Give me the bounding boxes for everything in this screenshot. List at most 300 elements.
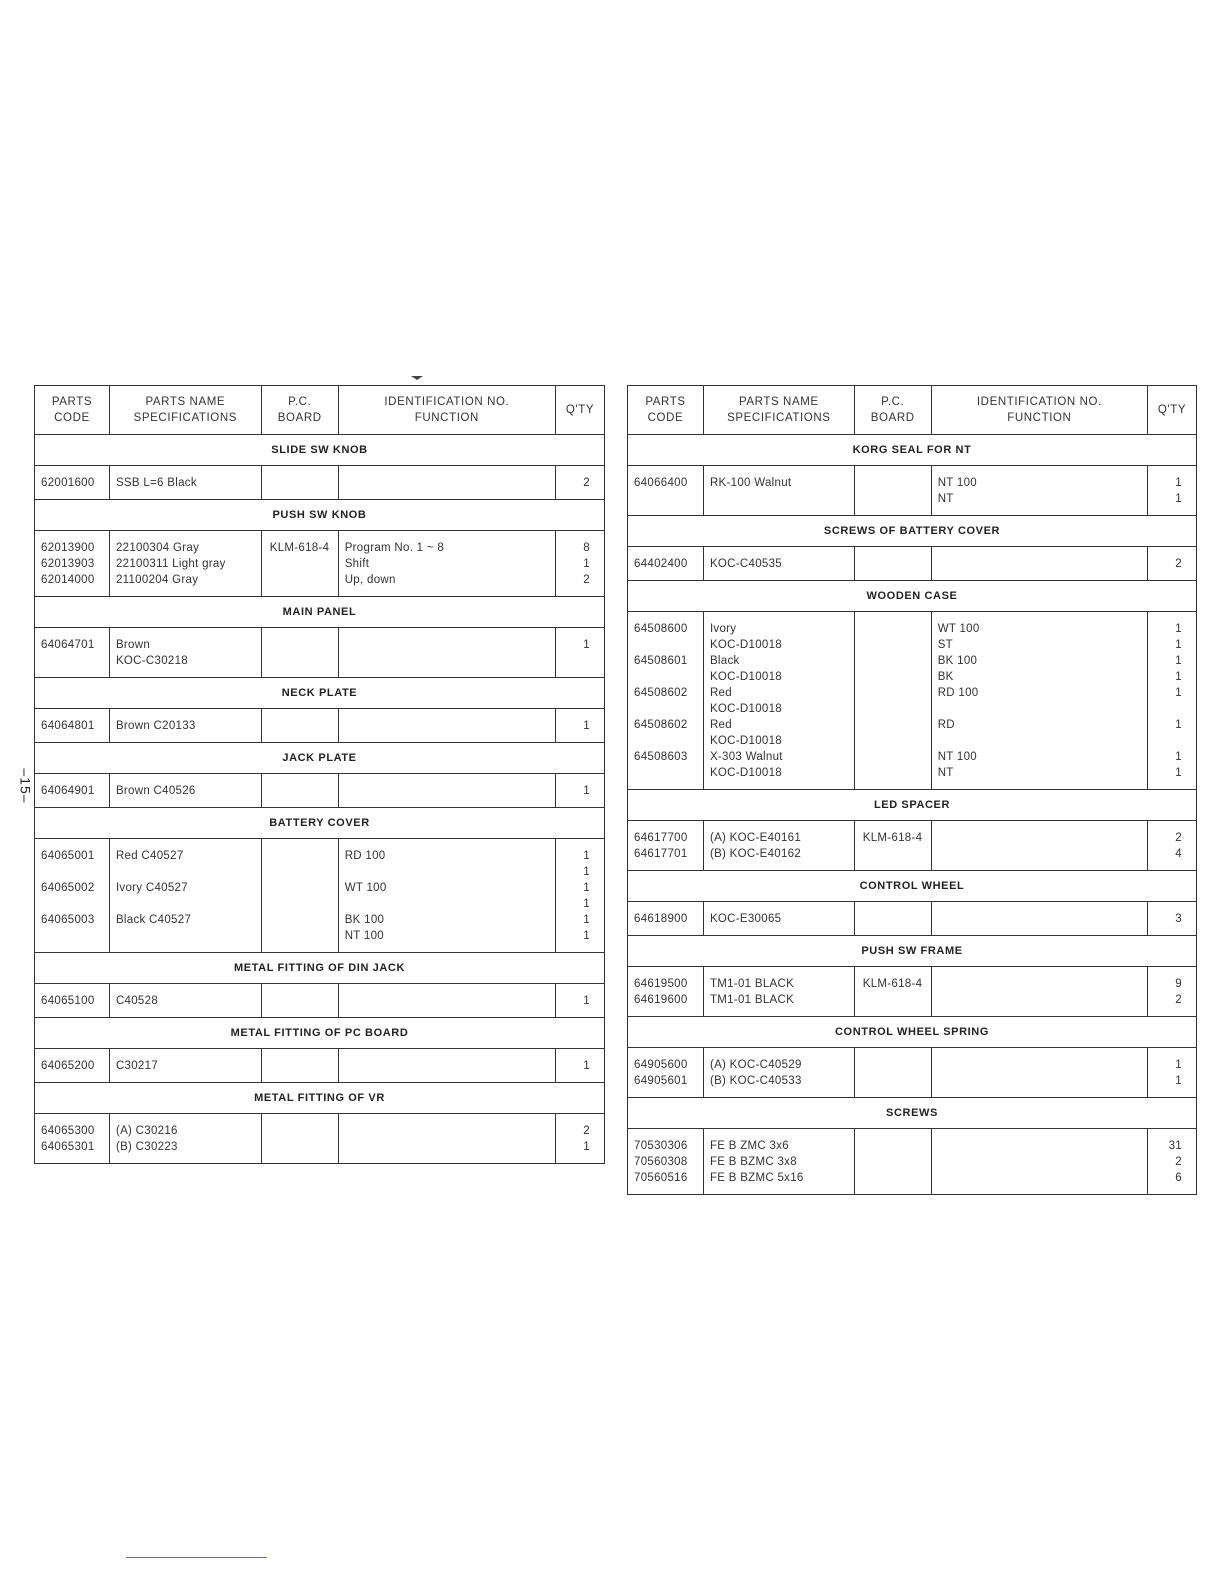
parts-code-cell bbox=[628, 1048, 704, 1098]
parts-code-cell bbox=[628, 902, 704, 936]
cell-line: 64508602 bbox=[634, 719, 688, 731]
pc-board-cell bbox=[854, 1048, 931, 1098]
parts-code-cell bbox=[628, 821, 704, 871]
table-row bbox=[35, 466, 605, 500]
pc-board-cell bbox=[854, 902, 931, 936]
identification-cell bbox=[338, 1114, 555, 1164]
cell-line bbox=[938, 701, 1141, 717]
cell-line: 62013900 bbox=[41, 542, 95, 554]
cell-line: WT 100 bbox=[937, 623, 980, 635]
cell-line: NT 100 bbox=[937, 751, 978, 763]
cell-line: (B) C30223 bbox=[115, 1141, 178, 1153]
cell-line: KLM-618-4 bbox=[269, 542, 330, 554]
cell-line: NT bbox=[937, 493, 954, 505]
cell-line: 1 bbox=[583, 995, 590, 1007]
cell-line: 64064901 bbox=[41, 785, 95, 797]
identification-cell bbox=[338, 628, 555, 678]
cell-line: (A) KOC-C40529 bbox=[709, 1059, 802, 1071]
table-row bbox=[628, 967, 1197, 1017]
right-table-body bbox=[628, 435, 1197, 1195]
header-text: CODE bbox=[647, 412, 684, 424]
cell-line: NT 100 bbox=[344, 930, 385, 942]
qty-cell bbox=[1148, 547, 1197, 581]
cell-line: 1 bbox=[583, 882, 590, 894]
qty-cell bbox=[556, 984, 605, 1018]
header-text: PARTS bbox=[51, 396, 93, 408]
header-row bbox=[628, 386, 1197, 435]
cell-line: KOC-C30218 bbox=[115, 655, 188, 667]
parts-table-right bbox=[627, 385, 1197, 1195]
cell-line: (A) C30216 bbox=[115, 1125, 178, 1137]
cell-line: KLM-618-4 bbox=[862, 832, 923, 844]
cell-line: (B) KOC-C40533 bbox=[709, 1075, 802, 1087]
cell-line: C40528 bbox=[115, 995, 159, 1007]
parts-name-cell bbox=[703, 1048, 854, 1098]
cell-line bbox=[634, 701, 697, 717]
parts-table-left bbox=[34, 385, 605, 1164]
qty-cell bbox=[556, 531, 605, 597]
cell-line: Up, down bbox=[344, 574, 396, 586]
qty-cell bbox=[1148, 821, 1197, 871]
cell-line bbox=[345, 896, 549, 912]
cell-line: 1 bbox=[1175, 493, 1182, 505]
parts-code-cell bbox=[35, 628, 110, 678]
cell-line: Brown C40526 bbox=[115, 785, 196, 797]
parts-code-cell bbox=[628, 547, 704, 581]
cell-line: 1 bbox=[1175, 671, 1182, 683]
cell-line: RK-100 Walnut bbox=[709, 477, 792, 489]
pc-board-cell bbox=[261, 1114, 338, 1164]
cell-line: 1 bbox=[583, 1141, 590, 1153]
cell-line: RD 100 bbox=[937, 687, 979, 699]
cell-line: WT 100 bbox=[344, 882, 387, 894]
parts-name-cell bbox=[109, 466, 261, 500]
header-parts-name bbox=[703, 386, 854, 435]
cell-line: 1 bbox=[583, 866, 590, 878]
cell-line: 64065003 bbox=[41, 914, 95, 926]
section-title: CONTROL WHEEL SPRING bbox=[628, 1017, 1197, 1048]
parts-code-cell bbox=[35, 1049, 110, 1083]
cell-line: BK bbox=[937, 671, 954, 683]
section-title: PUSH SW FRAME bbox=[628, 936, 1197, 967]
section-title: CONTROL WHEEL bbox=[628, 871, 1197, 902]
cell-line: 1 bbox=[1175, 639, 1182, 651]
cell-line: 64065002 bbox=[41, 882, 95, 894]
cell-line: Ivory C40527 bbox=[115, 882, 188, 894]
cell-line: 64064801 bbox=[41, 720, 95, 732]
section-header-row bbox=[35, 808, 605, 839]
parts-name-cell bbox=[703, 902, 854, 936]
cell-line: 64508603 bbox=[634, 751, 688, 763]
table-row bbox=[628, 1048, 1197, 1098]
header-text: BOARD bbox=[870, 412, 915, 424]
cell-line: KOC-D10018 bbox=[709, 671, 782, 683]
qty-cell bbox=[556, 709, 605, 743]
cell-line: 21100204 Gray bbox=[115, 574, 199, 586]
identification-cell bbox=[338, 1049, 555, 1083]
qty-cell bbox=[1148, 902, 1197, 936]
cell-line: 2 bbox=[583, 574, 590, 586]
parts-code-cell bbox=[628, 612, 704, 790]
cell-line: 2 bbox=[583, 1125, 590, 1137]
cell-line: Red bbox=[709, 687, 732, 699]
pc-board-cell bbox=[854, 821, 931, 871]
table-row bbox=[628, 902, 1197, 936]
cell-line: KOC-D10018 bbox=[709, 639, 782, 651]
table-row bbox=[35, 839, 605, 953]
cell-line: RD 100 bbox=[344, 850, 386, 862]
parts-code-cell bbox=[35, 466, 110, 500]
cell-line: 62013903 bbox=[41, 558, 95, 570]
qty-cell bbox=[1148, 612, 1197, 790]
parts-name-cell bbox=[703, 1129, 854, 1195]
section-title: SLIDE SW KNOB bbox=[35, 435, 605, 466]
cell-line: 1 bbox=[583, 898, 590, 910]
header-text: PARTS bbox=[645, 396, 686, 408]
cell-line: 64065200 bbox=[41, 1060, 95, 1072]
header-text: FUNCTION bbox=[1007, 412, 1072, 424]
identification-cell bbox=[931, 1129, 1147, 1195]
identification-cell bbox=[931, 612, 1147, 790]
qty-cell bbox=[556, 774, 605, 808]
cell-line bbox=[1154, 701, 1182, 717]
cell-line: 64617701 bbox=[634, 848, 688, 860]
cell-line: (B) KOC-E40162 bbox=[709, 848, 802, 860]
header-text: SPECIFICATIONS bbox=[133, 412, 238, 424]
section-title: KORG SEAL FOR NT bbox=[628, 435, 1197, 466]
pc-board-cell bbox=[261, 1049, 338, 1083]
parts-name-cell bbox=[109, 1049, 261, 1083]
identification-cell bbox=[338, 774, 555, 808]
cell-line: X-303 Walnut bbox=[709, 751, 783, 763]
table-row bbox=[35, 709, 605, 743]
parts-name-cell bbox=[109, 628, 261, 678]
cell-line bbox=[634, 669, 697, 685]
section-title: PUSH SW KNOB bbox=[35, 500, 605, 531]
cell-line: KOC-D10018 bbox=[709, 735, 782, 747]
cell-line: 64065301 bbox=[41, 1141, 95, 1153]
cell-line: Red C40527 bbox=[115, 850, 184, 862]
parts-code-cell bbox=[628, 466, 704, 516]
header-qty: Q'TY bbox=[556, 386, 605, 435]
section-title: METAL FITTING OF DIN JACK bbox=[35, 953, 605, 984]
cell-line: 1 bbox=[1175, 655, 1182, 667]
section-title: SCREWS bbox=[628, 1098, 1197, 1129]
cell-line: FE B BZMC 3x8 bbox=[709, 1156, 797, 1168]
cell-line: 1 bbox=[583, 930, 590, 942]
section-title: JACK PLATE bbox=[35, 743, 605, 774]
section-title: SCREWS OF BATTERY COVER bbox=[628, 516, 1197, 547]
section-header-row bbox=[35, 1018, 605, 1049]
cell-line: 64066400 bbox=[634, 477, 688, 489]
section-title: METAL FITTING OF PC BOARD bbox=[35, 1018, 605, 1049]
pc-board-cell bbox=[854, 612, 931, 790]
table-row bbox=[35, 1114, 605, 1164]
cell-line: ST bbox=[937, 639, 953, 651]
cell-line: 1 bbox=[1175, 719, 1182, 731]
cell-line bbox=[634, 637, 697, 653]
cell-line: 1 bbox=[583, 1060, 590, 1072]
qty-cell bbox=[1148, 1129, 1197, 1195]
cell-line: 62014000 bbox=[41, 574, 95, 586]
cell-line: KOC-D10018 bbox=[709, 703, 782, 715]
cell-line bbox=[634, 765, 697, 781]
table-row bbox=[628, 612, 1197, 790]
parts-name-cell bbox=[703, 547, 854, 581]
cell-line: BK 100 bbox=[937, 655, 978, 667]
cell-line: 1 bbox=[583, 785, 590, 797]
header-text: IDENTIFICATION NO. bbox=[384, 396, 510, 408]
cell-line: 64905600 bbox=[634, 1059, 688, 1071]
section-header-row bbox=[628, 516, 1197, 547]
cell-line: NT bbox=[937, 767, 954, 779]
parts-code-cell bbox=[35, 531, 110, 597]
section-title: NECK PLATE bbox=[35, 678, 605, 709]
section-header-row bbox=[35, 435, 605, 466]
cell-line: KLM-618-4 bbox=[862, 978, 923, 990]
cell-line: Brown bbox=[115, 639, 151, 651]
cell-line: 1 bbox=[1175, 477, 1182, 489]
table-row bbox=[35, 984, 605, 1018]
section-title: METAL FITTING OF VR bbox=[35, 1083, 605, 1114]
cell-line: 64619500 bbox=[634, 978, 688, 990]
cell-line: 9 bbox=[1175, 978, 1182, 990]
identification-cell bbox=[931, 547, 1147, 581]
cell-line: (A) KOC-E40161 bbox=[709, 832, 802, 844]
cell-line: 64619600 bbox=[634, 994, 688, 1006]
table-row bbox=[35, 1049, 605, 1083]
cell-line: 62001600 bbox=[41, 477, 95, 489]
header-identification bbox=[931, 386, 1147, 435]
cell-line: 2 bbox=[583, 477, 590, 489]
identification-cell bbox=[338, 531, 555, 597]
identification-cell bbox=[931, 902, 1147, 936]
cell-line: 3 bbox=[1175, 913, 1182, 925]
qty-cell bbox=[556, 1049, 605, 1083]
cell-line: 1 bbox=[583, 850, 590, 862]
cell-line: KOC-C40535 bbox=[709, 558, 782, 570]
cell-line: 70530306 bbox=[634, 1140, 688, 1152]
header-parts-name bbox=[109, 386, 261, 435]
cell-line bbox=[116, 896, 255, 912]
pc-board-cell bbox=[261, 531, 338, 597]
cell-line: BK 100 bbox=[344, 914, 385, 926]
pc-board-cell bbox=[261, 466, 338, 500]
qty-cell bbox=[1148, 466, 1197, 516]
cell-line: 64508602 bbox=[634, 687, 688, 699]
section-header-row bbox=[35, 1083, 605, 1114]
cell-line: 70560516 bbox=[634, 1172, 688, 1184]
pc-board-cell bbox=[261, 839, 338, 953]
qty-cell bbox=[556, 839, 605, 953]
identification-cell bbox=[931, 821, 1147, 871]
qty-cell bbox=[1148, 1048, 1197, 1098]
page-number: –15– bbox=[17, 768, 34, 804]
cell-line: 64402400 bbox=[634, 558, 688, 570]
parts-name-cell bbox=[109, 531, 261, 597]
parts-name-cell bbox=[703, 967, 854, 1017]
cell-line: Ivory bbox=[709, 623, 737, 635]
cell-line: 64508601 bbox=[634, 655, 688, 667]
section-header-row bbox=[628, 871, 1197, 902]
header-text: PARTS NAME bbox=[738, 396, 819, 408]
cell-line: TM1-01 BLACK bbox=[709, 994, 795, 1006]
table-row bbox=[628, 1129, 1197, 1195]
section-header-row bbox=[628, 1098, 1197, 1129]
cell-line: 64618900 bbox=[634, 913, 688, 925]
cell-line: 2 bbox=[1175, 558, 1182, 570]
parts-code-cell bbox=[35, 839, 110, 953]
header-parts-code bbox=[35, 386, 110, 435]
top-mark bbox=[411, 376, 423, 380]
cell-line: 64905601 bbox=[634, 1075, 688, 1087]
section-header-row bbox=[628, 581, 1197, 612]
pc-board-cell bbox=[854, 1129, 931, 1195]
header-text: FUNCTION bbox=[414, 412, 479, 424]
identification-cell bbox=[931, 466, 1147, 516]
cell-line: FE B ZMC 3x6 bbox=[709, 1140, 789, 1152]
header-pc-board bbox=[261, 386, 338, 435]
cell-line bbox=[116, 864, 255, 880]
cell-line: 1 bbox=[583, 558, 590, 570]
header-parts-code bbox=[628, 386, 704, 435]
cell-line: 2 bbox=[1175, 1156, 1182, 1168]
cell-line: 2 bbox=[1175, 832, 1182, 844]
table-row bbox=[35, 628, 605, 678]
cell-line: 31 bbox=[1168, 1140, 1182, 1152]
parts-code-cell bbox=[35, 1114, 110, 1164]
cell-line: 22100304 Gray bbox=[115, 542, 200, 554]
section-header-row bbox=[628, 1017, 1197, 1048]
section-header-row bbox=[35, 743, 605, 774]
cell-line: 70560308 bbox=[634, 1156, 688, 1168]
section-header-row bbox=[35, 678, 605, 709]
parts-code-cell bbox=[35, 709, 110, 743]
identification-cell bbox=[931, 967, 1147, 1017]
qty-cell bbox=[556, 466, 605, 500]
cell-line: KOC-D10018 bbox=[709, 767, 782, 779]
cell-line: 64508600 bbox=[634, 623, 688, 635]
table-row bbox=[628, 547, 1197, 581]
cell-line: Black bbox=[709, 655, 740, 667]
cell-line bbox=[345, 864, 549, 880]
header-row bbox=[35, 386, 605, 435]
pc-board-cell bbox=[261, 774, 338, 808]
cell-line: NT 100 bbox=[937, 477, 978, 489]
identification-cell bbox=[338, 466, 555, 500]
cell-line: KOC-E30065 bbox=[709, 913, 782, 925]
cell-line: Shift bbox=[344, 558, 370, 570]
cell-line: 64065001 bbox=[41, 850, 95, 862]
cell-line: 22100311 Light gray bbox=[115, 558, 226, 570]
cell-line: 6 bbox=[1175, 1172, 1182, 1184]
section-header-row bbox=[628, 790, 1197, 821]
cell-line: FE B BZMC 5x16 bbox=[709, 1172, 804, 1184]
cell-line bbox=[634, 733, 697, 749]
cell-line: 1 bbox=[1175, 687, 1182, 699]
header-text: P.C. bbox=[881, 396, 905, 408]
cell-line bbox=[41, 896, 103, 912]
table-row bbox=[628, 466, 1197, 516]
cell-line: TM1-01 BLACK bbox=[709, 978, 795, 990]
cell-line: 64617700 bbox=[634, 832, 688, 844]
parts-code-cell bbox=[35, 984, 110, 1018]
table-row bbox=[628, 821, 1197, 871]
parts-code-cell bbox=[35, 774, 110, 808]
pc-board-cell bbox=[261, 628, 338, 678]
header-text: CODE bbox=[54, 412, 90, 424]
header-text: BOARD bbox=[277, 412, 322, 424]
parts-code-cell bbox=[628, 1129, 704, 1195]
pc-board-cell bbox=[854, 547, 931, 581]
cell-line: 64065100 bbox=[41, 995, 95, 1007]
identification-cell bbox=[338, 839, 555, 953]
table-row bbox=[35, 531, 605, 597]
cell-line bbox=[938, 733, 1141, 749]
bottom-rule bbox=[126, 1557, 267, 1558]
qty-cell bbox=[556, 1114, 605, 1164]
qty-cell bbox=[556, 628, 605, 678]
cell-line: 1 bbox=[1175, 751, 1182, 763]
identification-cell bbox=[338, 709, 555, 743]
section-header-row bbox=[628, 936, 1197, 967]
cell-line: Black C40527 bbox=[115, 914, 192, 926]
cell-line: 64065300 bbox=[41, 1125, 95, 1137]
parts-name-cell bbox=[109, 774, 261, 808]
section-title: LED SPACER bbox=[628, 790, 1197, 821]
left-table-body bbox=[35, 435, 605, 1164]
qty-cell bbox=[1148, 967, 1197, 1017]
cell-line bbox=[41, 864, 103, 880]
section-header-row bbox=[35, 953, 605, 984]
header-text: P.C. bbox=[288, 396, 312, 408]
cell-line: 2 bbox=[1175, 994, 1182, 1006]
header-qty: Q'TY bbox=[1148, 386, 1197, 435]
cell-line: 64064701 bbox=[41, 639, 95, 651]
section-title: WOODEN CASE bbox=[628, 581, 1197, 612]
cell-line: SSB L=6 Black bbox=[115, 477, 197, 489]
pc-board-cell bbox=[854, 466, 931, 516]
cell-line: RD bbox=[937, 719, 955, 731]
cell-line: 1 bbox=[1175, 1075, 1182, 1087]
parts-name-cell bbox=[109, 1114, 261, 1164]
cell-line: C30217 bbox=[115, 1060, 159, 1072]
cell-line: 1 bbox=[1175, 767, 1182, 779]
section-title: MAIN PANEL bbox=[35, 597, 605, 628]
pc-board-cell bbox=[854, 967, 931, 1017]
header-pc-board bbox=[854, 386, 931, 435]
cell-line: 1 bbox=[583, 720, 590, 732]
section-header-row bbox=[628, 435, 1197, 466]
cell-line: 1 bbox=[1175, 1059, 1182, 1071]
header-text: PARTS NAME bbox=[145, 396, 226, 408]
parts-code-cell bbox=[628, 967, 704, 1017]
cell-line: 4 bbox=[1175, 848, 1182, 860]
identification-cell bbox=[931, 1048, 1147, 1098]
cell-line bbox=[1154, 733, 1182, 749]
pc-board-cell bbox=[261, 709, 338, 743]
cell-line: Red bbox=[709, 719, 732, 731]
section-header-row bbox=[35, 500, 605, 531]
parts-name-cell bbox=[703, 821, 854, 871]
cell-line: 8 bbox=[583, 542, 590, 554]
parts-name-cell bbox=[703, 466, 854, 516]
parts-name-cell bbox=[703, 612, 854, 790]
parts-name-cell bbox=[109, 709, 261, 743]
header-identification bbox=[338, 386, 555, 435]
header-text: SPECIFICATIONS bbox=[727, 412, 831, 424]
cell-line: 1 bbox=[1175, 623, 1182, 635]
